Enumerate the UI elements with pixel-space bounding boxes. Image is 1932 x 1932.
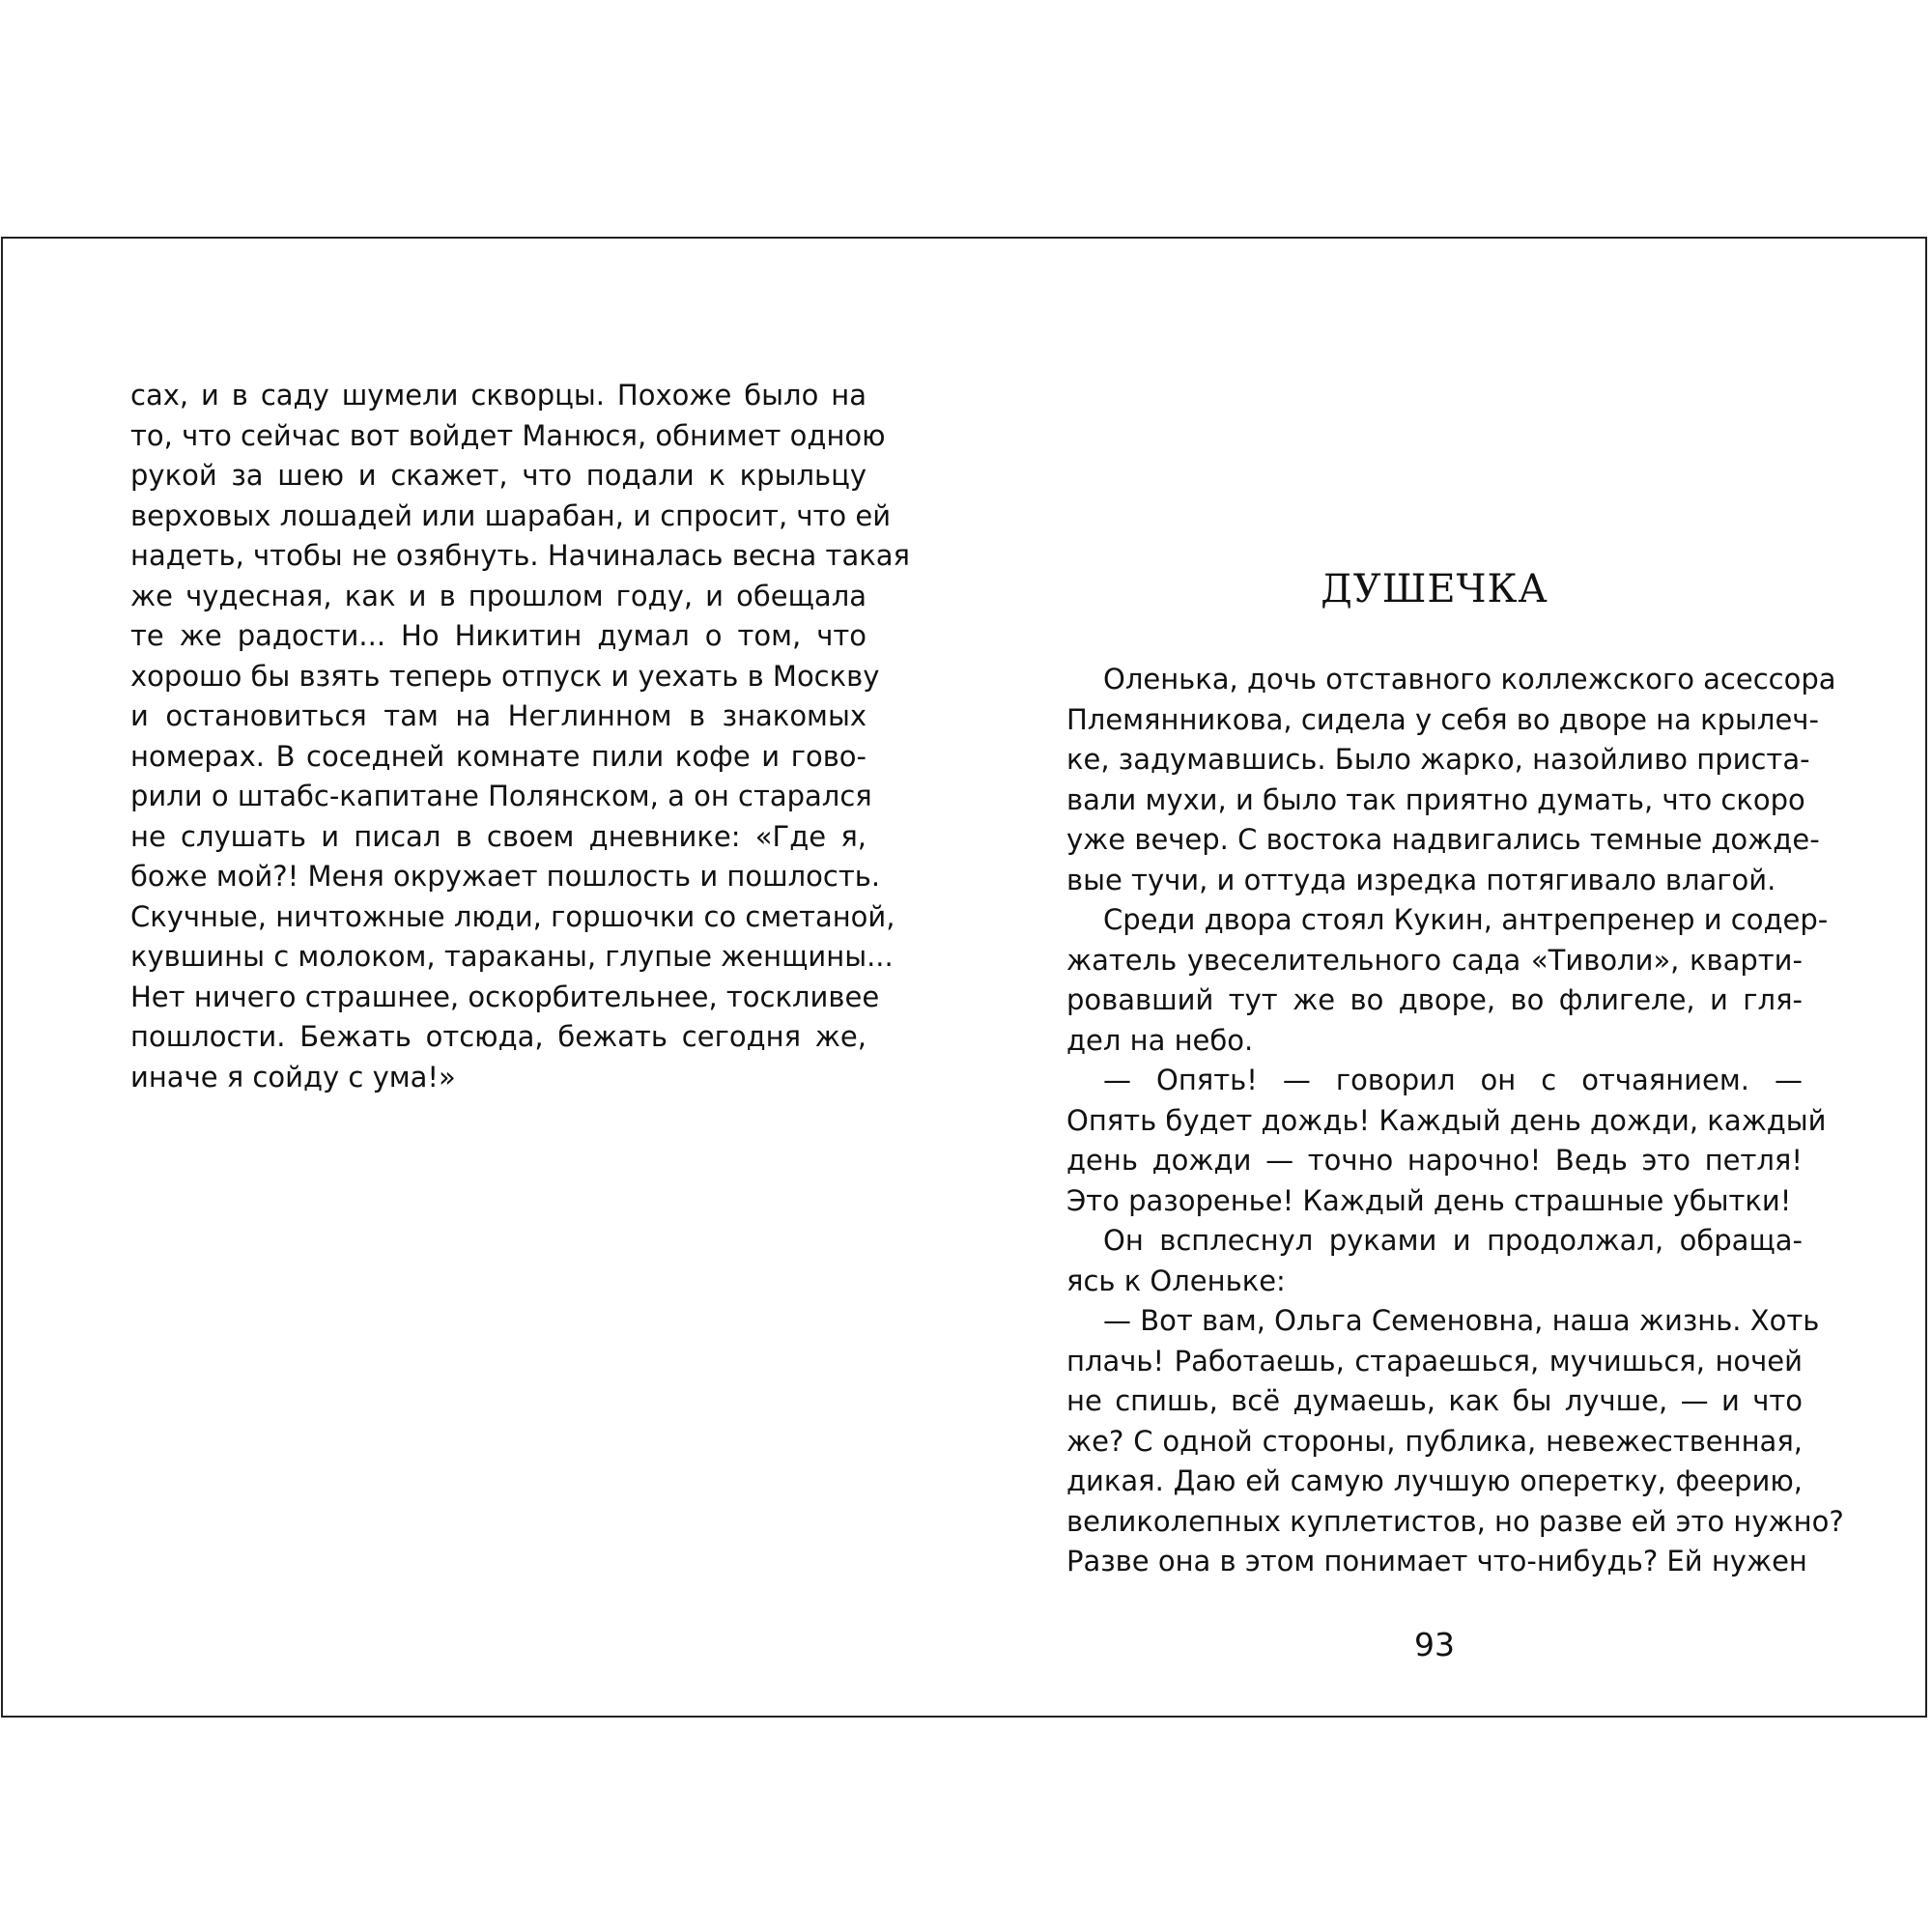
text-line: жатель увеселительного сада «Тиволи», кварти- bbox=[1066, 943, 1803, 977]
book-spread bbox=[1, 237, 1927, 1718]
text-line: Скучные, ничтожные люди, горшочки со сметаной, bbox=[130, 899, 895, 933]
text-line: надеть, чтобы не озябнуть. Начиналась весна такая bbox=[130, 539, 910, 572]
text-line: вые тучи, и оттуда изредка потягивало влагой. bbox=[1066, 863, 1776, 896]
text-line: Нет ничего страшнее, оскорбительнее, тоскливее bbox=[130, 980, 880, 1013]
right-page-text bbox=[1066, 660, 1844, 1582]
text-line: кувшины с молоком, тараканы, глупые женщины... bbox=[130, 940, 894, 973]
text-line: Он всплеснул руками и продолжал, обраща- bbox=[1103, 1224, 1803, 1257]
text-line: вали мухи, и было так приятно думать, что скоро bbox=[1066, 782, 1805, 816]
text-line: верховых лошадей или шарабан, и спросит, что ей bbox=[130, 498, 892, 532]
text-line: сах, и в саду шумели скворцы. Похоже было на bbox=[130, 379, 867, 412]
text-line: дел на небо. bbox=[1066, 1023, 1254, 1057]
text-line: — Вот вам, Ольга Семеновна, наша жизнь. Хоть bbox=[1103, 1304, 1820, 1337]
text-line: рили о штабс-капитане Полянском, а он старался bbox=[130, 780, 872, 812]
text-line: пошлости. Бежать отсюда, бежать сегодня же, bbox=[130, 1020, 867, 1053]
text-line: Разве она в этом понимает что-нибудь? Ей нужен bbox=[1066, 1545, 1807, 1577]
text-line: Племянникова, сидела у себя во дворе на крылеч- bbox=[1066, 702, 1819, 736]
text-line: хорошо бы взять теперь отпуск и уехать в Москву bbox=[130, 659, 880, 693]
text-line: номерах. В соседней комнате пили кофе и гово- bbox=[130, 739, 867, 773]
text-line: великолепных куплетистов, но разве ей это нужно? bbox=[1066, 1504, 1844, 1538]
text-line: рукой за шею и скажет, что подали к крыльцу bbox=[130, 459, 867, 492]
text-line: уже вечер. С востока надвигались темные дожде- bbox=[1066, 823, 1820, 856]
left-page bbox=[3, 239, 966, 1716]
text-line: не слушать и писал в своем дневнике: «Где я, bbox=[130, 819, 867, 853]
text-line: ясь к Оленьке: bbox=[1066, 1264, 1286, 1297]
page-number: 93 bbox=[1414, 1626, 1455, 1663]
text-line: и остановиться там на Неглинном в знакомых bbox=[130, 699, 867, 732]
text-line: дикая. Даю ей самую лучшую оперетку, феерию, bbox=[1066, 1464, 1803, 1497]
text-line: плачь! Работаешь, стараешься, мучишься, ночей bbox=[1066, 1344, 1803, 1378]
text-line: Оленька, дочь отставного коллежского асессора bbox=[1103, 663, 1836, 696]
text-line: — Опять! — говорил он с отчаянием. — bbox=[1103, 1064, 1803, 1096]
text-line: боже мой?! Меня окружает пошлость и пошлость. bbox=[130, 860, 881, 893]
text-line: Опять будет дождь! Каждый день дожди, каждый bbox=[1066, 1103, 1827, 1137]
text-line: те же радости... Но Никитин думал о том, что bbox=[130, 619, 867, 652]
text-line: ровавший тут же во дворе, во флигеле, и гля- bbox=[1066, 983, 1803, 1016]
text-line: же? С одной стороны, публика, невежественная, bbox=[1066, 1424, 1803, 1458]
text-line: Среди двора стоял Кукин, антрепренер и содер- bbox=[1103, 903, 1829, 936]
chapter-title: ДУШЕЧКА bbox=[1321, 567, 1548, 611]
text-line: иначе я сойду с ума!» bbox=[130, 1060, 456, 1094]
text-line: день дожди — точно нарочно! Ведь это петля! bbox=[1066, 1144, 1803, 1177]
text-line: не спишь, всё думаешь, как бы лучше, — и что bbox=[1066, 1384, 1803, 1417]
left-page-text bbox=[130, 376, 910, 1097]
right-page bbox=[966, 239, 1929, 1716]
text-line: Это разоренье! Каждый день страшные убытки! bbox=[1066, 1183, 1792, 1217]
text-line: ке, задумавшись. Было жарко, назойливо приста- bbox=[1066, 743, 1810, 776]
text-line: же чудесная, как и в прошлом году, и обещала bbox=[130, 579, 867, 612]
text-line: то, что сейчас вот войдет Манюся, обнимет одною bbox=[130, 418, 886, 452]
